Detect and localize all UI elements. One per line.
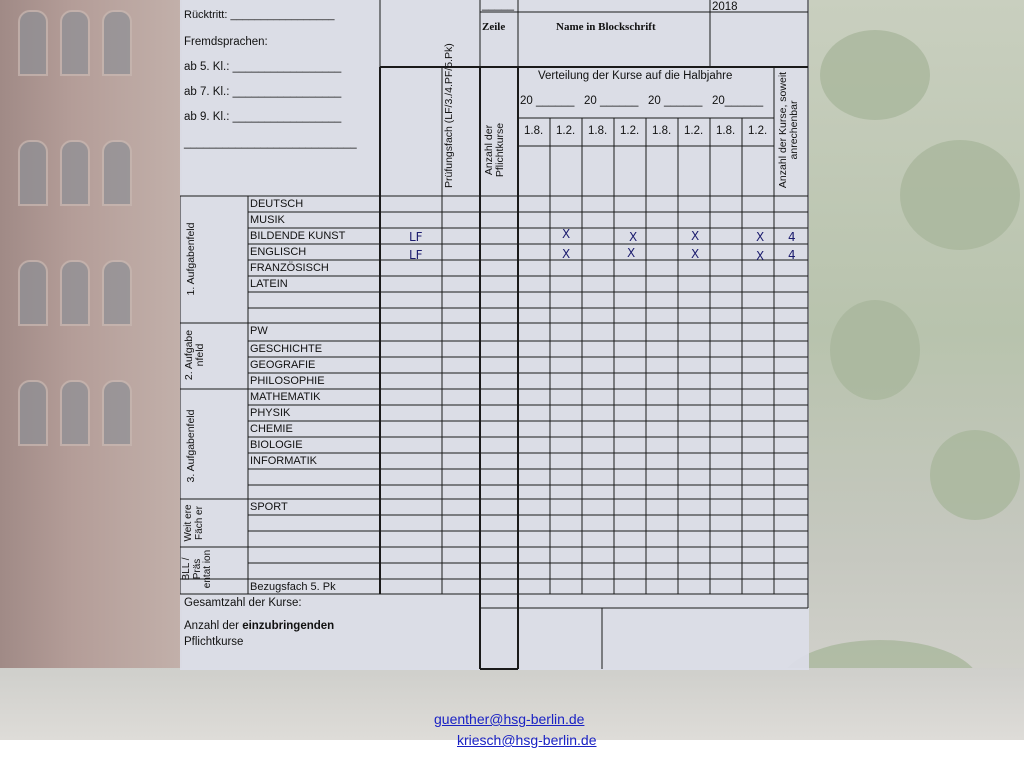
entry-mark: X — [691, 247, 700, 261]
zeile-header: Zeile — [482, 21, 506, 33]
half-year-label: 1.8. — [716, 125, 736, 137]
subject-bildende-kunst: BILDENDE KUNST — [250, 230, 346, 242]
building-window — [60, 140, 90, 206]
subject-musik: MUSIK — [250, 214, 285, 226]
entry-bildende-kunst-count: 4 — [788, 230, 796, 244]
anzahl-prefix: Anzahl der — [184, 620, 243, 632]
fremdsprache-ab7-field: ab 7. Kl.: _________________ — [184, 86, 342, 98]
half-year-label: 1.8. — [652, 125, 672, 137]
course-form-sheet — [180, 0, 809, 670]
building-window — [18, 380, 48, 446]
subject-bezugsfach: Bezugsfach 5. Pk — [250, 581, 336, 593]
anzahl-pflichtkurse-header: Anzahl der Pflichtkurse — [483, 122, 507, 178]
pruefungsfach-header: Prüfungsfach (LF/3./4.PF/5.Pk) — [443, 43, 455, 188]
anrechenbar-header: Anzahl der Kurse, soweit anrechenbar — [777, 71, 801, 189]
verteilung-header: Verteilung der Kurse auf die Halbjahre — [538, 70, 733, 82]
subject-sport: SPORT — [250, 501, 288, 513]
anzahl-einzubringend-label — [184, 621, 334, 633]
group-weitere-faecher: Weit ere Fäch er — [183, 504, 205, 542]
subject-englisch: ENGLISCH — [250, 246, 307, 258]
tree-foliage — [900, 140, 1020, 250]
ruecktritt-field: Rücktritt: _________________ — [184, 9, 335, 21]
courtyard-ground — [0, 668, 1024, 740]
year-field: 2018 — [712, 1, 738, 13]
subject-mathematik: MATHEMATIK — [250, 391, 321, 403]
building-window — [18, 140, 48, 206]
year-label: 20 ______ — [520, 95, 575, 107]
blank-line: ___________________________ — [184, 137, 357, 149]
anzahl-bold: einzubringenden — [242, 620, 335, 632]
subject-deutsch: DEUTSCH — [250, 198, 304, 210]
subject-chemie: CHEMIE — [250, 423, 293, 435]
pflichtkurse-label: Pflichtkurse — [184, 636, 244, 648]
group-aufgabenfeld-3: 3. Aufgabenfeld — [185, 409, 197, 483]
subject-physik: PHYSIK — [250, 407, 291, 419]
entry-englisch-pf: LF — [409, 248, 423, 262]
group-bll-praesentation: BLL / Präs entat ion — [181, 549, 213, 589]
subject-informatik: INFORMATIK — [250, 455, 318, 467]
subject-geschichte: GESCHICHTE — [250, 343, 323, 355]
gesamtzahl-label: Gesamtzahl der Kurse: — [184, 597, 302, 609]
building-window — [60, 260, 90, 326]
half-year-label: 1.2. — [748, 125, 768, 137]
tree-foliage — [830, 300, 920, 400]
subject-latein: LATEIN — [250, 278, 288, 290]
year-label: 20______ — [712, 95, 764, 107]
subject-pw: PW — [250, 325, 268, 337]
year-line: _____ — [482, 0, 514, 11]
email-link-guenther[interactable]: guenther@hsg-berlin.de — [434, 711, 585, 727]
fremdsprache-ab5-field: ab 5. Kl.: _________________ — [184, 61, 342, 73]
entry-mark: X — [629, 230, 638, 244]
building-window — [60, 380, 90, 446]
entry-mark: X — [627, 246, 636, 260]
half-year-label: 1.8. — [588, 125, 608, 137]
building-window — [18, 10, 48, 76]
email-link-kriesch[interactable]: kriesch@hsg-berlin.de — [457, 732, 597, 748]
entry-mark: X — [756, 230, 765, 244]
building-window — [60, 10, 90, 76]
year-label: 20 ______ — [584, 95, 639, 107]
year-label: 20 ______ — [648, 95, 703, 107]
entry-englisch-count: 4 — [788, 248, 796, 262]
tree-foliage — [820, 30, 930, 120]
entry-mark: X — [691, 229, 700, 243]
subject-franzoesisch: FRANZÖSISCH — [250, 262, 329, 274]
building-window — [102, 260, 132, 326]
building-window — [102, 380, 132, 446]
entry-mark: X — [756, 249, 765, 263]
half-year-label: 1.2. — [556, 125, 576, 137]
building-window — [102, 140, 132, 206]
building-window — [18, 260, 48, 326]
subject-biologie: BIOLOGIE — [250, 439, 303, 451]
name-blockschrift-header: Name in Blockschrift — [556, 21, 656, 33]
entry-mark: X — [562, 227, 571, 241]
tree-foliage — [930, 430, 1020, 520]
half-year-label: 1.2. — [620, 125, 640, 137]
entry-mark: X — [562, 247, 571, 261]
group-aufgabenfeld-1: 1. Aufgabenfeld — [185, 222, 197, 296]
building-window — [102, 10, 132, 76]
brick-building — [0, 0, 182, 740]
half-year-label: 1.2. — [684, 125, 704, 137]
fremdsprachen-label: Fremdsprachen: — [184, 36, 268, 48]
subject-geografie: GEOGRAFIE — [250, 359, 316, 371]
half-year-label: 1.8. — [524, 125, 544, 137]
group-aufgabenfeld-2: 2. Aufgabe nfeld — [183, 329, 207, 381]
fremdsprache-ab9-field: ab 9. Kl.: _________________ — [184, 111, 342, 123]
entry-bildende-kunst-pf: LF — [409, 230, 423, 244]
subject-philosophie: PHILOSOPHIE — [250, 375, 325, 387]
